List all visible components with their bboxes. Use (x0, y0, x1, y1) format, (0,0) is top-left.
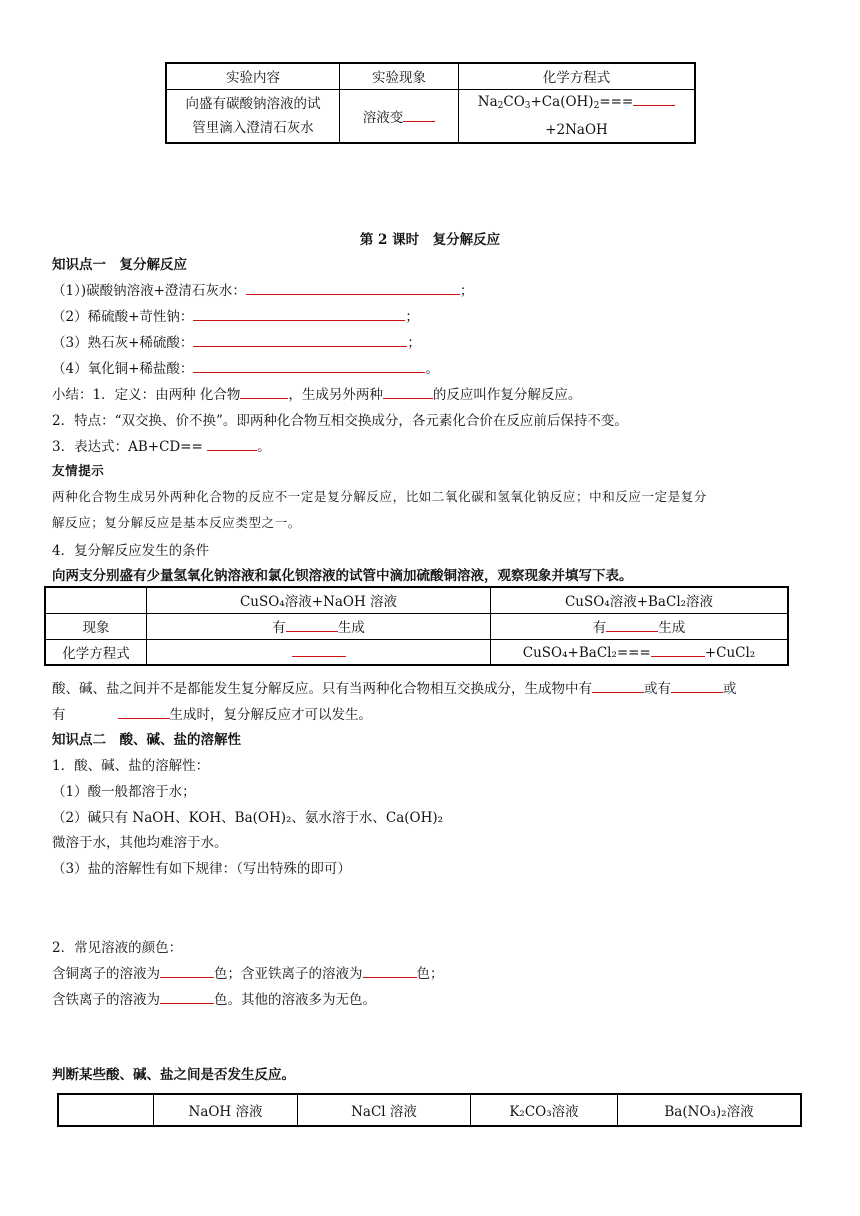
tip-line: 解反应；复分解反应是基本反应类型之一。 (52, 515, 301, 530)
answer-blank[interactable] (246, 280, 460, 295)
cond-instruction: 向两支分别盛有少量氢氧化钠溶液和氯化钡溶液的试管中滴加硫酸铜溶液，观察现象并填写下表。 (52, 568, 633, 584)
header-phenomenon: 实验现象 (340, 63, 459, 89)
answer-blank[interactable] (193, 306, 405, 321)
answer-blank[interactable] (403, 107, 435, 122)
answer-blank[interactable] (383, 384, 433, 399)
header-col2: CuSO₄溶液+BaCl₂溶液 (491, 587, 789, 613)
header-equation: 化学方程式 (459, 63, 696, 89)
answer-blank[interactable] (363, 963, 417, 978)
lesson-title: 第 2 课时 复分解反应 (359, 232, 501, 248)
answer-blank[interactable] (207, 436, 257, 451)
table-row (166, 89, 695, 143)
table-header-row (45, 587, 788, 613)
answer-blank[interactable] (118, 704, 170, 719)
phenomenon-cell: 有 生成 (147, 613, 491, 639)
kp2-line: 1．酸、碱、盐的溶解性： (52, 758, 210, 774)
table-header-row (58, 1094, 801, 1126)
answer-blank[interactable] (671, 678, 723, 693)
kp2-line: 微溶于水，其他均难溶于水。 (52, 835, 228, 851)
header-col1: CuSO₄溶液+NaOH 溶液 (147, 587, 491, 613)
kp2-line: （1）酸一般都溶于水； (52, 784, 196, 800)
answer-blank[interactable] (193, 332, 407, 347)
list-item: （1）)碳酸钠溶液+澄清石灰水： ； (52, 279, 473, 299)
header-k2co3: K₂CO₃溶液 (471, 1094, 618, 1126)
experiment-content: 向盛有碳酸钠溶液的试 管里滴入澄清石灰水 (166, 89, 340, 143)
table-corner (45, 587, 147, 613)
answer-blank[interactable] (240, 384, 288, 399)
list-item: （4）氧化铜+稀盐酸： 。 (52, 357, 439, 377)
header-nacl: NaCl 溶液 (298, 1094, 471, 1126)
equation-cell: $Na_2CO_3+Ca(OH)_2===$ +2NaOH (459, 89, 696, 143)
phenomenon-cell: 有 生成 (491, 613, 789, 639)
tip-heading: 友情提示 (52, 463, 105, 478)
answer-blank[interactable] (592, 678, 644, 693)
summary-feature: 2．特点：“双交换、价不换”。即两种化合物互相交换成分，各元素化合价在反应前后保持不变。 (52, 413, 628, 429)
summary-expression: 3．表达式：AB+CD== 。 (52, 435, 271, 455)
row-label: 化学方程式 (45, 639, 147, 665)
answer-blank[interactable] (633, 91, 675, 106)
header-content: 实验内容 (166, 63, 340, 89)
answer-blank[interactable] (160, 989, 214, 1004)
header-naoh: NaOH 溶液 (154, 1094, 298, 1126)
answer-blank[interactable] (286, 617, 338, 632)
list-item: （2）稀硫酸+苛性钠： ； (52, 305, 419, 325)
experiment-table (165, 62, 696, 144)
color-heading: 2．常见溶液的颜色： (52, 940, 183, 956)
equation-cell: CuSO₄+BaCl₂=== +CuCl₂ (491, 639, 789, 665)
condition-text: 酸、碱、盐之间并不是都能发生复分解反应。只有当两种化合物相互交换成分，生成物中有 或有 或 (52, 677, 737, 697)
answer-blank[interactable] (292, 642, 346, 657)
condition-text: 有 生成时，复分解反应才可以发生。 (52, 703, 372, 723)
judge-table (57, 1093, 802, 1127)
tip-line: 两种化合物生成另外两种化合物的反应不一定是复分解反应，比如二氧化碳和氢氧化钠反应；中和反应一定是复分 (52, 489, 708, 504)
header-bano3: Ba(NO₃)₂溶液 (618, 1094, 802, 1126)
table-row (45, 613, 788, 639)
list-item: （3）熟石灰+稀硫酸： ； (52, 331, 421, 351)
kp2-line: （2）碱只有 NaOH、KOH、Ba(OH)₂、氨水溶于水、Ca(OH)₂ (52, 810, 444, 826)
kp2-line: （3）盐的溶解性有如下规律：（写出特殊的即可） (52, 861, 351, 877)
answer-blank[interactable] (606, 617, 658, 632)
table-row (45, 639, 788, 665)
summary-definition: 小结：1．定义：由两种 化合物 ，生成另外两种 的反应叫作复分解反应。 (52, 383, 581, 403)
kp2-heading: 知识点二 酸、碱、盐的溶解性 (52, 732, 241, 748)
reaction-table (44, 586, 789, 666)
cond-heading: 4．复分解反应发生的条件 (52, 543, 210, 559)
table-corner (58, 1094, 154, 1126)
row-label: 现象 (45, 613, 147, 639)
table-header-row (166, 63, 695, 89)
phenomenon-cell: 溶液变 (340, 89, 459, 143)
color-line: 含铜离子的溶液为 色；含亚铁离子的溶液为 色； (52, 962, 444, 982)
equation-cell (147, 639, 491, 665)
answer-blank[interactable] (193, 358, 425, 373)
answer-blank[interactable] (651, 642, 705, 657)
judge-heading: 判断某些酸、碱、盐之间是否发生反应。 (52, 1067, 295, 1083)
kp1-heading: 知识点一 复分解反应 (52, 257, 187, 273)
color-line: 含铁离子的溶液为 色。其他的溶液多为无色。 (52, 988, 376, 1008)
answer-blank[interactable] (160, 963, 214, 978)
